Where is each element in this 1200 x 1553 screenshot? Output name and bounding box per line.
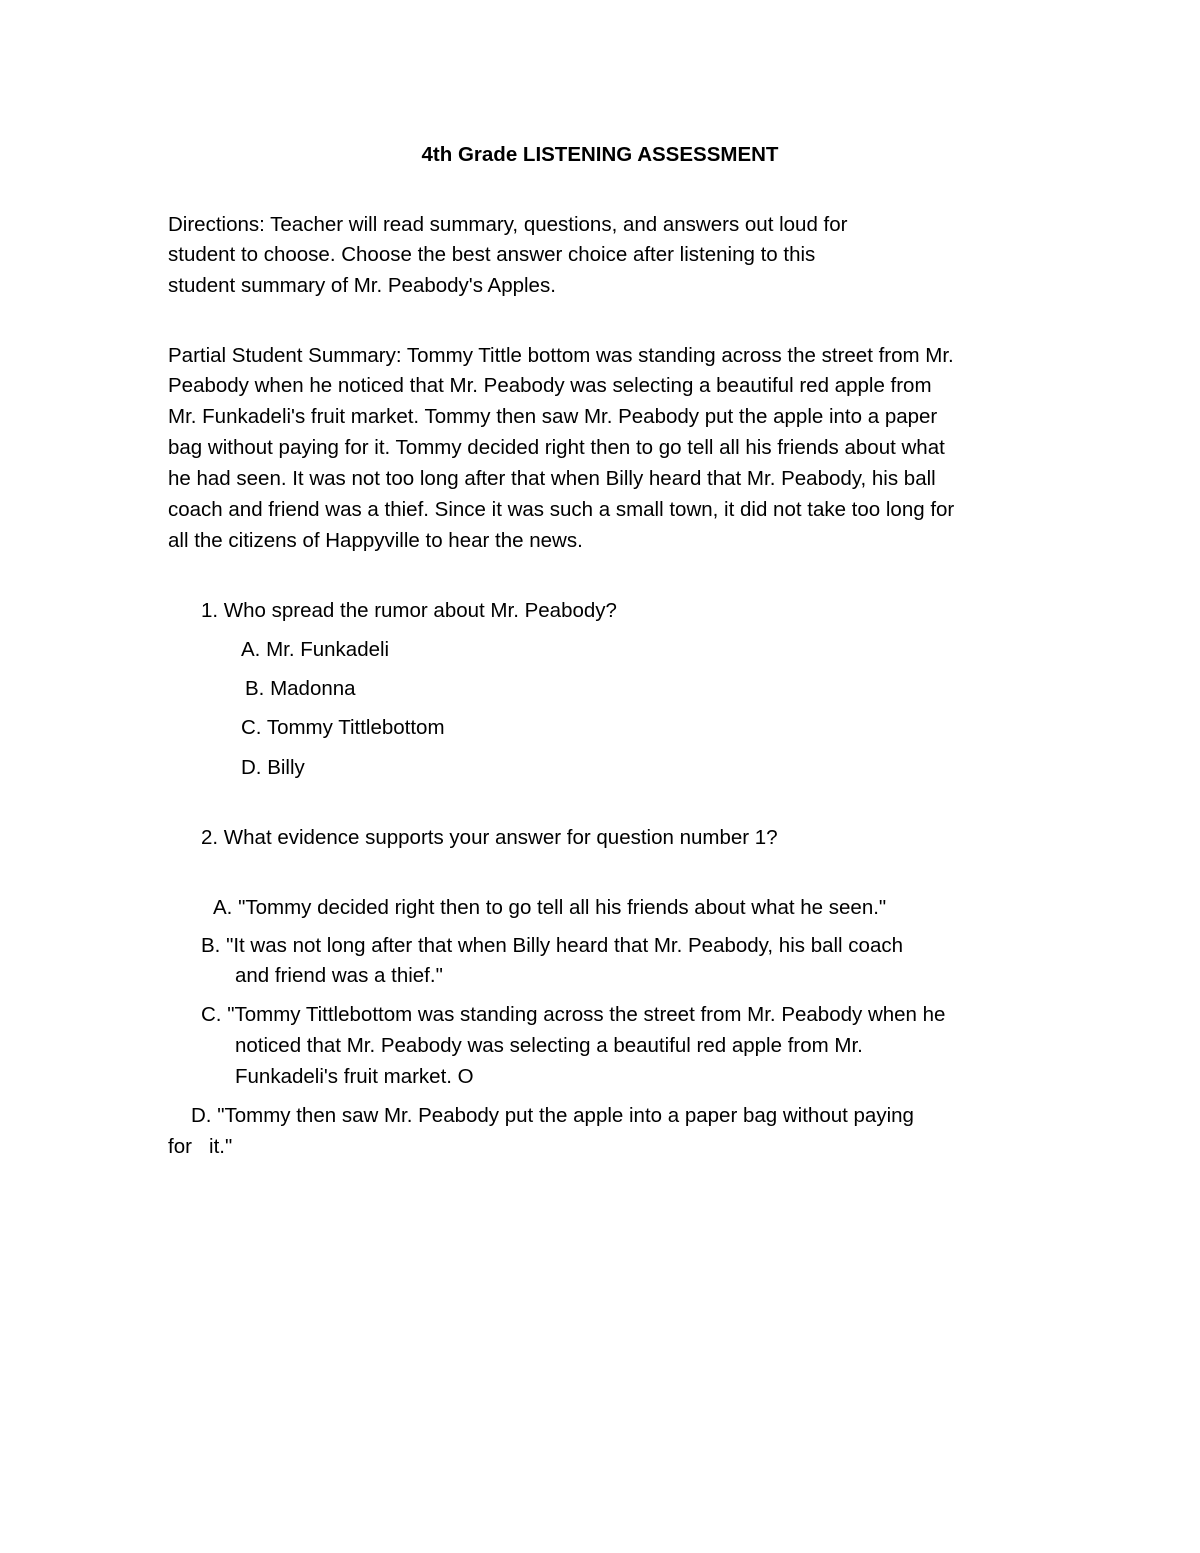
question-2-option-c-line: noticed that Mr. Peabody was selecting a beautiful red apple from Mr. <box>235 1034 863 1057</box>
summary-line: Partial Student Summary: Tommy Tittle bottom was standing across the street from Mr. <box>168 344 954 367</box>
summary-line: all the citizens of Happyville to hear the news. <box>168 529 583 552</box>
question-2-option-b-line: B. "It was not long after that when Billy heard that Mr. Peabody, his ball coach <box>201 934 904 957</box>
question-1-option-d: D. Billy <box>241 756 305 779</box>
directions-line: student to choose. Choose the best answer choice after listening to this <box>168 243 816 266</box>
summary-line: he had seen. It was not too long after that when Billy heard that Mr. Peabody, his ball <box>168 467 936 490</box>
question-2-option-c-line: C. "Tommy Tittlebottom was standing across the street from Mr. Peabody when he <box>201 1003 946 1026</box>
summary-line: Mr. Funkadeli's fruit market. Tommy then saw Mr. Peabody put the apple into a paper <box>168 405 938 428</box>
question-2-option-b-line: and friend was a thief." <box>235 964 443 987</box>
page-title: 4th Grade LISTENING ASSESSMENT <box>421 143 779 166</box>
question-2-option-d-line: D. "Tommy then saw Mr. Peabody put the apple into a paper bag without paying <box>191 1104 914 1127</box>
directions-line: student summary of Mr. Peabody's Apples. <box>168 274 556 297</box>
question-2-option-d-line: for it." <box>168 1135 233 1158</box>
summary-line: coach and friend was a thief. Since it was such a small town, it did not take too long for <box>168 498 955 521</box>
question-1-option-b: B. Madonna <box>245 677 356 700</box>
question-1-option-c: C. Tommy Tittlebottom <box>241 716 445 739</box>
question-2-text: 2. What evidence supports your answer for question number 1? <box>201 826 778 849</box>
question-2-option-a: A. "Tommy decided right then to go tell all his friends about what he seen." <box>213 896 887 919</box>
question-1-option-a: A. Mr. Funkadeli <box>241 638 390 661</box>
question-2-option-c-line: Funkadeli's fruit market. O <box>235 1065 474 1088</box>
directions-line: Directions: Teacher will read summary, questions, and answers out loud for <box>168 213 848 236</box>
question-1-text: 1. Who spread the rumor about Mr. Peabody? <box>201 599 617 622</box>
summary-line: Peabody when he noticed that Mr. Peabody was selecting a beautiful red apple from <box>168 374 932 397</box>
summary-line: bag without paying for it. Tommy decided right then to go tell all his friends about what <box>168 436 945 459</box>
